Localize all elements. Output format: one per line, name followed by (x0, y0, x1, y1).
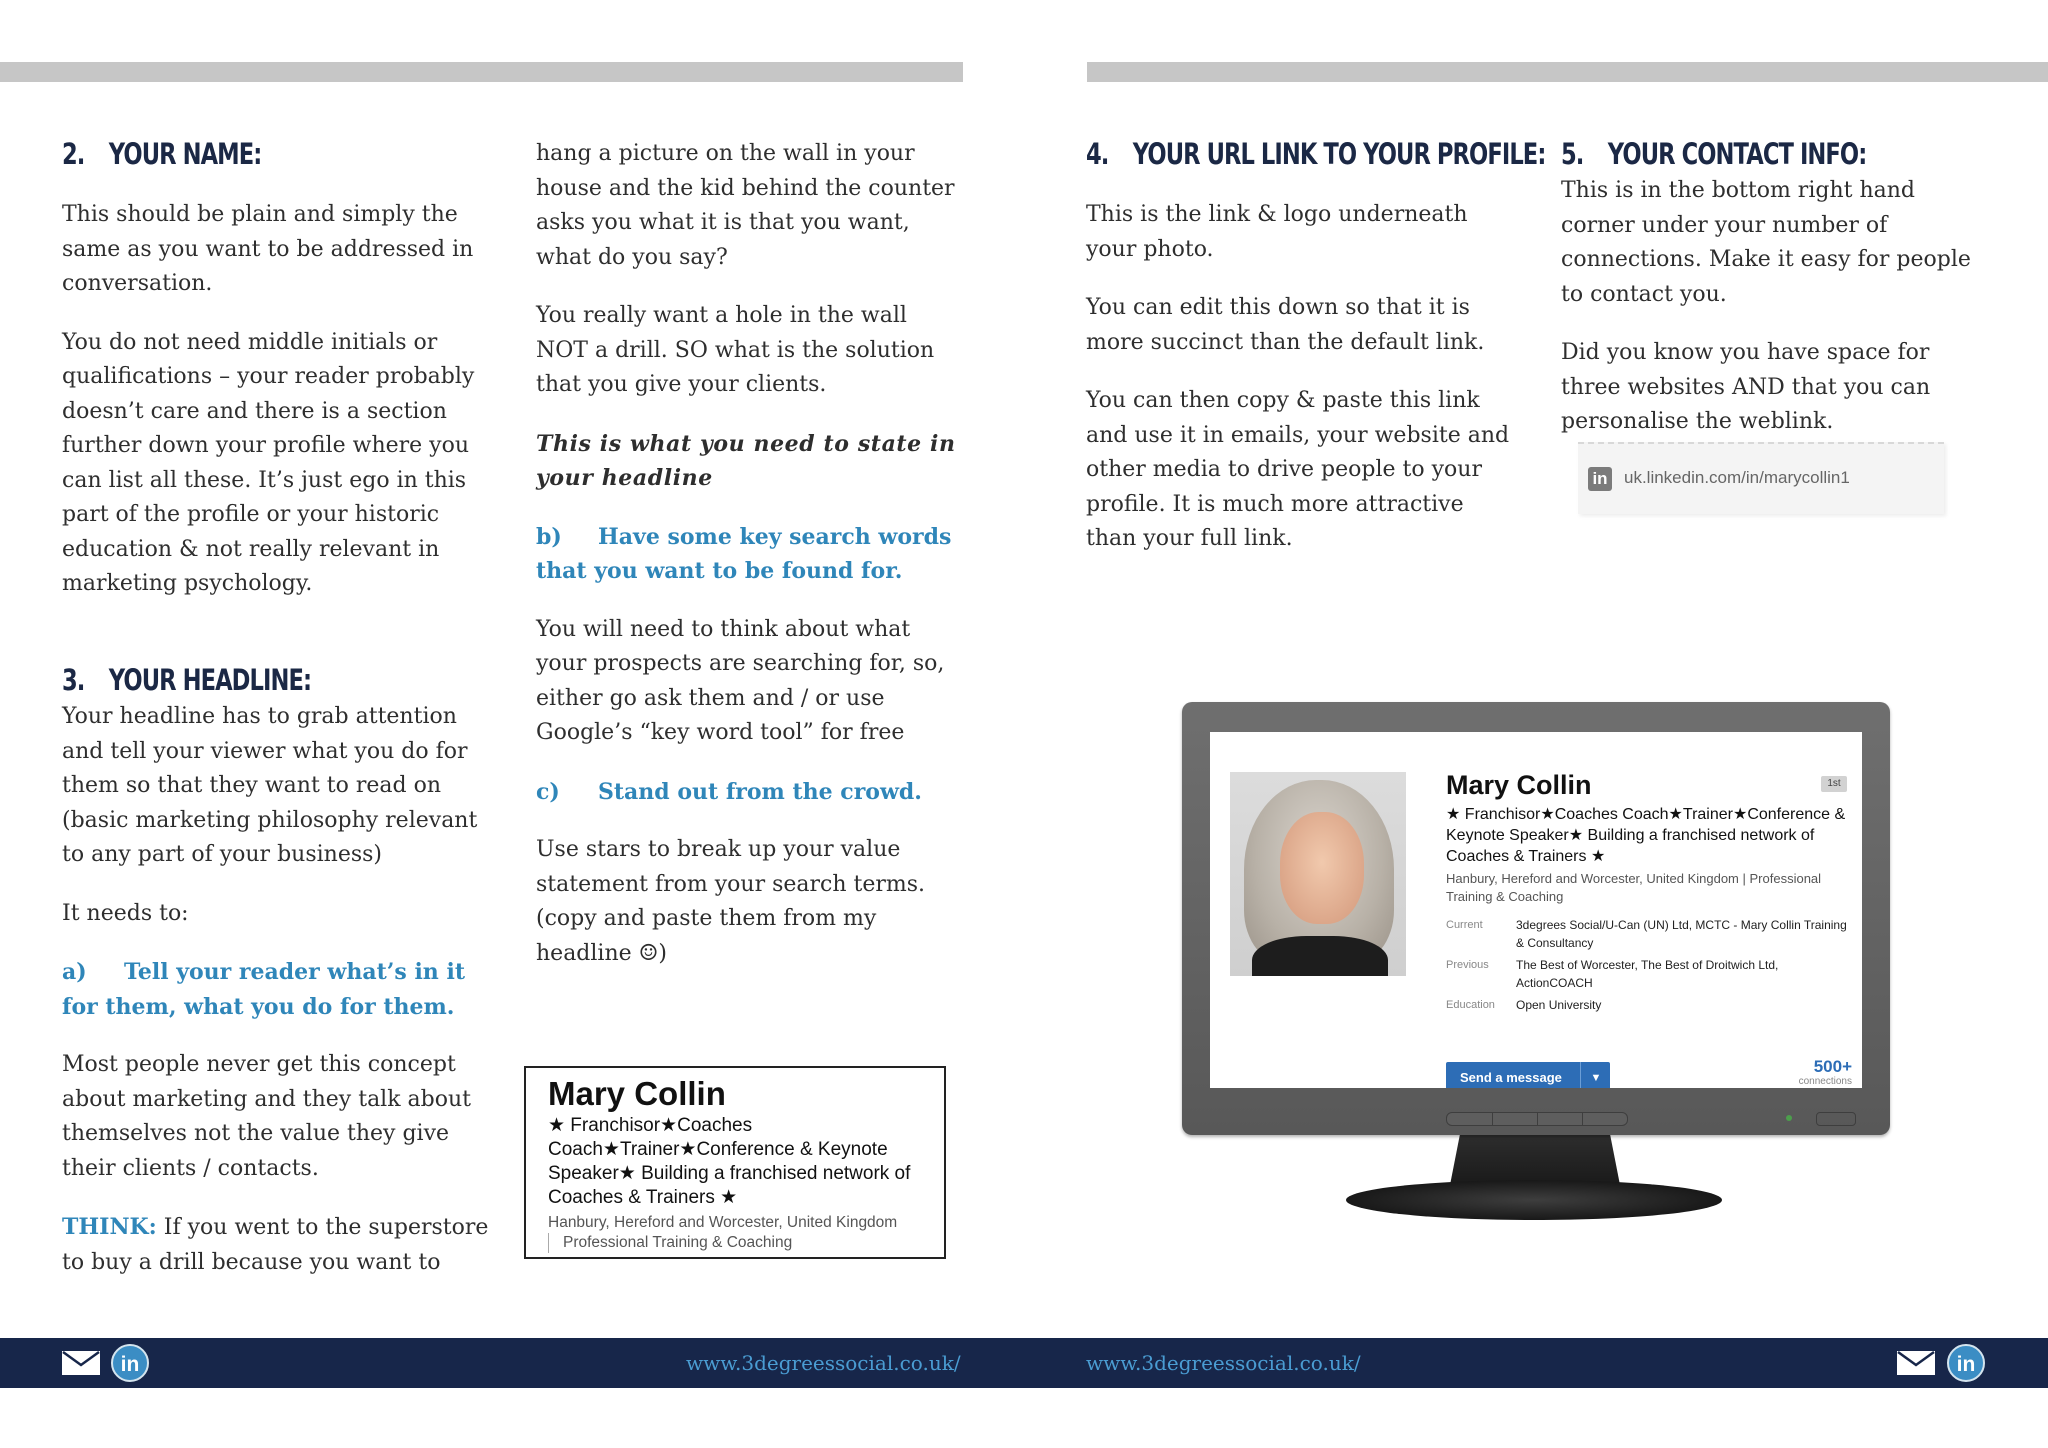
card-name: Mary Collin (548, 1075, 726, 1112)
column-1-lower (62, 660, 492, 1304)
footer-url-left[interactable]: www.3degreessocial.co.uk/ (686, 1351, 961, 1375)
connections-count: 500+ connections (1798, 1057, 1852, 1087)
section-5-paragraph-1: This is in the bottom right hand corner under your number of connections. Make it easy for people to contact you. (1561, 178, 1971, 307)
monitor-stand (1346, 1180, 1722, 1220)
section-4-paragraph-3: You can then copy & paste this link and use it in emails, your website and other media to drive people to your profile. It is much more attractive than your full link. (1086, 388, 1510, 551)
section-3-paragraph-2: It needs to: (62, 900, 189, 926)
column-4 (1561, 134, 1993, 464)
headline-emphasis: This is what you need to state in your headline (536, 430, 956, 491)
point-c: c) Stand out from the crowd. (536, 778, 922, 805)
monitor-led (1786, 1115, 1792, 1121)
card-location: Hanbury, Hereford and Worcester, United Kingdom (548, 1214, 898, 1231)
mail-icon[interactable] (62, 1351, 100, 1375)
headline-example-card (524, 1066, 946, 1259)
point-a: a) Tell your reader what’s in it for them, what you do for them. (62, 959, 465, 1020)
screen-location-industry: Hanbury, Hereford and Worcester, United Kingdom | Professional Training & Coaching (1446, 871, 1822, 904)
top-divider-right (1087, 62, 2048, 82)
section-3-paragraph-1: Your headline has to grab attention and tell your viewer what you do for them so that they want to read on (basic marketing philosophy relevant to any part of your business) (62, 704, 478, 867)
section-5-heading: 5. YOUR CONTACT INFO: (1561, 137, 1867, 171)
think-paragraph: THINK: If you went to the superstore to buy a drill because you want to (62, 1214, 489, 1275)
linkedin-url-box (1578, 442, 1944, 514)
monitor (1182, 702, 1890, 1135)
profile-photo (1230, 772, 1406, 976)
card-headline: ★ Franchisor★Coaches Coach★Trainer★Conference & Keynote Speaker★ Building a franchised network of Coaches & Trainers ★ (548, 1115, 911, 1208)
col2-paragraph-2: You really want a hole in the wall NOT a drill. SO what is the solution that you give your clients. (536, 303, 935, 397)
footer-bar (0, 1338, 2048, 1388)
col2-paragraph-1: hang a picture on the wall in your house and the kid behind the counter asks you what it is that you want, what do you say? (536, 141, 955, 270)
dropdown-caret-icon[interactable]: ▼ (1580, 1062, 1611, 1088)
col2-paragraph-3: You will need to think about what your prospects are searching for, so, either go ask them and / or use Google’s “key word tool” for free (536, 616, 945, 745)
section-5-paragraph-2: Did you know you have space for three websites AND that you can personalise the weblink. (1561, 340, 1931, 434)
monitor-neck (1450, 1133, 1620, 1185)
section-4-heading: 4. YOUR URL LINK TO YOUR PROFILE: (1086, 137, 1546, 171)
screen-profile-headline: ★ Franchisor★Coaches Coach★Trainer★Conference & Keynote Speaker★ Building a franchised network of Coaches & Trainers ★ (1446, 806, 1846, 865)
section-3-paragraph-3: Most people never get this concept about marketing and they talk about themselves not the value they give their clients / contacts. (62, 1052, 471, 1181)
top-divider-left (0, 62, 963, 82)
section-3-heading: 3. YOUR HEADLINE: (62, 663, 312, 697)
linkedin-icon[interactable]: in (111, 1344, 149, 1382)
linkedin-icon[interactable]: in (1947, 1344, 1985, 1382)
column-2 (536, 137, 964, 995)
mail-icon[interactable] (1897, 1351, 1935, 1375)
section-2-paragraph-2: You do not need middle initials or qualifications – your reader probably doesn’t care and there is a section further down your profile where you can list all these. It’s just ego in this part of the profile or your historic education & not really relevant in marketing psychology. (62, 329, 475, 596)
col2-paragraph-4: Use stars to break up your value statement from your search terms. (copy and paste them from my headline ☺) (536, 837, 926, 966)
linkedin-url-icon: in (1588, 467, 1612, 491)
connection-degree-badge: 1st (1821, 776, 1847, 792)
section-4-paragraph-2: You can edit this down so that it is more succinct than the default link. (1086, 295, 1485, 355)
column-1 (62, 134, 492, 626)
section-2-paragraph-1: This should be plain and simply the same as you want to be addressed in conversation. (62, 202, 474, 296)
send-message-button[interactable]: Send a message ▼ (1446, 1062, 1610, 1088)
monitor-screen: Mary Collin 1st ★ Franchisor★Coaches Coach★Trainer★Conference & Keynote Speaker★ Building a franchised network of Coaches & Trainers ★ Hanbury, Hereford and Worcester, United Kingdom | Professional Training & Coaching Current 3degrees Social/U-Can (UN) Ltd, MCTC - Mary Collin Training & Consultancy Previous The Best of Worcester, The Best of Droitwich Ltd, ActionCOACH Education Open University Send a message ▼ 500+ connections (1210, 732, 1862, 1088)
footer-url-right[interactable]: www.3degreessocial.co.uk/ (1086, 1351, 1361, 1375)
monitor-buttons (1446, 1112, 1628, 1126)
screen-profile-name: Mary Collin (1446, 770, 1592, 800)
linkedin-url-text[interactable]: uk.linkedin.com/in/marycollin1 (1624, 468, 1850, 487)
point-b: b) Have some key search words that you want to be found for. (536, 523, 952, 584)
card-industry: Professional Training & Coaching (548, 1233, 922, 1253)
section-4-paragraph-1: This is the link & logo underneath your photo. (1086, 202, 1468, 262)
section-2-heading: 2. YOUR NAME: (62, 137, 262, 171)
monitor-power-button (1816, 1112, 1856, 1126)
column-3 (1086, 134, 1546, 581)
